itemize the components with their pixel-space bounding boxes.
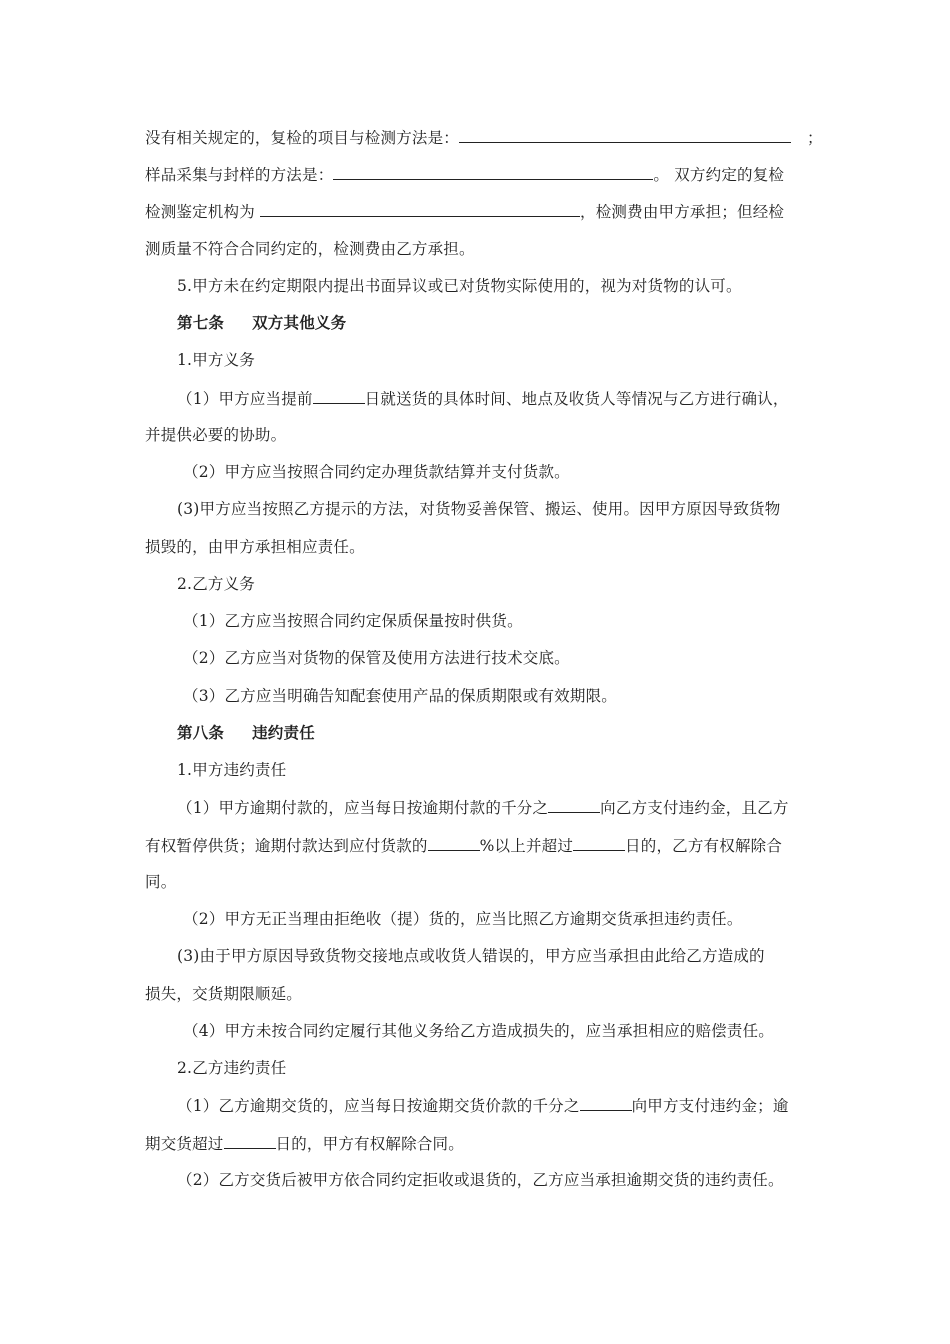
text-line: （4）甲方未按合同约定履行其他义务给乙方造成损失的，应当承担相应的赔偿责任。 (183, 1022, 774, 1040)
text: （1）甲方应当提前 (177, 390, 313, 408)
text: 检测鉴定机构为 (145, 203, 261, 221)
article-heading (177, 313, 346, 333)
text: 日的，乙方有权解除合 (625, 837, 783, 855)
fill-blank (428, 835, 480, 851)
fill-blank (313, 388, 365, 404)
text: 没有相关规定的，复检的项目与检测方法是： (145, 129, 460, 147)
text-line: （2）乙方交货后被甲方依合同约定拒收或退货的，乙方应当承担逾期交货的违约责任。 (177, 1171, 784, 1189)
text-line (145, 201, 784, 222)
text: ，检测费由甲方承担；但经检 (580, 203, 785, 221)
text: ； (807, 129, 823, 147)
text-line: （2）甲方无正当理由拒绝收（提）货的，应当比照乙方逾期交货承担违约责任。 (183, 910, 743, 928)
text: （1）甲方逾期付款的，应当每日按逾期付款的千分之 (177, 799, 549, 817)
text-line (177, 797, 789, 818)
text-line: （2）甲方应当按照合同约定办理货款结算并支付货款。 (183, 463, 570, 481)
fill-blank (459, 127, 791, 143)
text-line: 1.甲方义务 (177, 351, 255, 369)
text: 有权暂停供货；逾期付款达到应付货款的 (145, 837, 428, 855)
text-line (145, 127, 823, 148)
text-line: （1）乙方应当按照合同约定保质保量按时供货。 (183, 612, 523, 630)
fill-blank (548, 797, 600, 813)
text-line (177, 388, 789, 409)
article-number: 第八条 (177, 724, 225, 742)
text-line: （2）乙方应当对货物的保管及使用方法进行技术交底。 (183, 649, 570, 667)
text-line: 并提供必要的协助。 (145, 426, 287, 444)
text-line: 测质量不符合合同约定的，检测费由乙方承担。 (145, 240, 475, 258)
text-line (145, 835, 782, 856)
text-line: （3）乙方应当明确告知配套使用产品的保质期限或有效期限。 (183, 687, 617, 705)
text-line: 损失，交货期限顺延。 (145, 985, 303, 1003)
text-line: (3)由于甲方原因导致货物交接地点或收货人错误的，甲方应当承担由此给乙方造成的 (177, 947, 765, 965)
text-line: 2.乙方义务 (177, 575, 255, 593)
article-number: 第七条 (177, 314, 225, 332)
text-line: 5.甲方未在约定期限内提出书面异议或已对货物实际使用的，视为对货物的认可。 (177, 277, 742, 295)
text-line (177, 1095, 789, 1116)
text-line: 同。 (145, 873, 177, 891)
fill-blank (580, 1095, 632, 1111)
text-line: (3)甲方应当按照乙方提示的方法，对货物妥善保管、搬运、使用。因甲方原因导致货物 (177, 500, 781, 518)
text-line (145, 1133, 464, 1154)
text: 日的，甲方有权解除合同。 (275, 1135, 464, 1153)
article-heading (177, 723, 315, 743)
text: 期交货超过 (145, 1135, 224, 1153)
text: %以上并超过 (479, 837, 574, 855)
text: 样品采集与封样的方法是： (145, 166, 334, 184)
text: （1）乙方逾期交货的，应当每日按逾期交货价款的千分之 (177, 1097, 580, 1115)
text: 日就送货的具体时间、地点及收货人等情况与乙方进行确认， (364, 390, 789, 408)
fill-blank (260, 201, 580, 217)
fill-blank (573, 835, 625, 851)
text: 向甲方支付违约金；逾 (631, 1097, 789, 1115)
text-line: 损毁的，由甲方承担相应责任。 (145, 538, 365, 556)
text-line: 1.甲方违约责任 (177, 761, 287, 779)
fill-blank (333, 164, 653, 180)
text: 。 双方约定的复检 (653, 166, 785, 184)
fill-blank (224, 1133, 276, 1149)
text-line: 2.乙方违约责任 (177, 1059, 287, 1077)
text: 向乙方支付违约金，且乙方 (600, 799, 789, 817)
article-title: 违约责任 (252, 724, 315, 742)
article-title: 双方其他义务 (252, 314, 347, 332)
text-line (145, 164, 784, 185)
